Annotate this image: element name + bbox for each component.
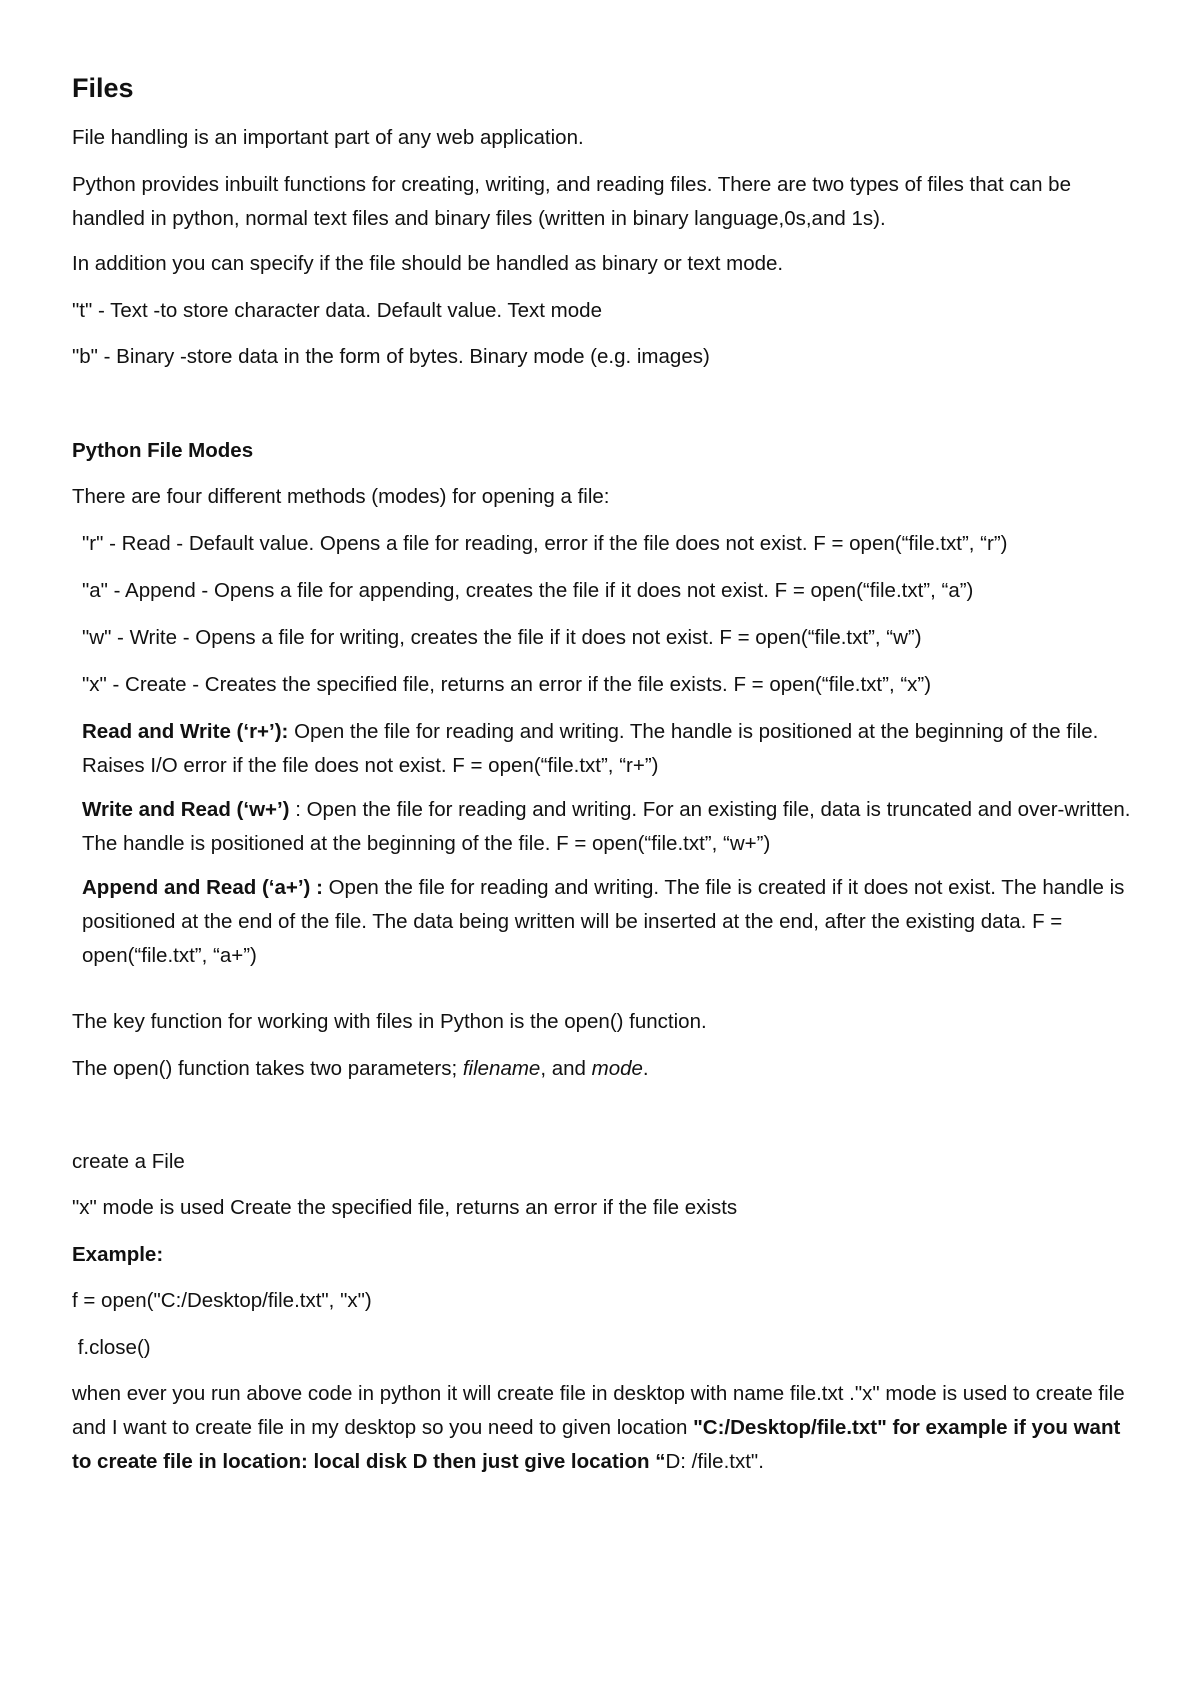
binary-mode-line: "b" - Binary -store data in the form of bytes. Binary mode (e.g. images)	[72, 345, 710, 368]
code-line-open: f = open("C:/Desktop/file.txt", "x")	[72, 1289, 372, 1312]
open-params-mid: , and	[540, 1057, 592, 1080]
mode-write-line: "w" - Write - Opens a file for writing, creates the file if it does not exist. F = open(“file.txt”, “w”)	[82, 626, 922, 649]
create-explanation-paragraph	[72, 1377, 1132, 1479]
mode-write-read-label: Write and Read (‘w+’)	[82, 798, 290, 821]
mode-append-read-paragraph	[82, 871, 1132, 973]
open-function-paragraph-1: The key function for working with files in Python is the open() function.	[72, 1010, 707, 1033]
text-mode-line: "t" - Text -to store character data. Default value. Text mode	[72, 299, 602, 322]
mode-read-write-label: Read and Write (‘r+’):	[82, 720, 289, 743]
mode-read-write-text: Open the file for reading and writing. The handle is positioned at the beginning of the file. Raises I/O error if the file does not exist. F = open(“file.txt”, “r+”)	[82, 720, 1099, 777]
create-explanation-bold: "C:/Desktop/file.txt" for example if you want to create file in location: local disk D then just give location “	[72, 1416, 1121, 1473]
mode-write-read-text: : Open the file for reading and writing. For an existing file, data is truncated and over-written. The handle is positioned at the beginning of the file. F = open(“file.txt”, “w+”)	[82, 798, 1131, 855]
mode-create-line: "x" - Create - Creates the specified file, returns an error if the file exists. F = open(“file.txt”, “x”)	[82, 673, 932, 696]
open-function-paragraph-2	[72, 1052, 1132, 1086]
open-param-mode: mode	[591, 1057, 643, 1080]
example-label: Example:	[72, 1243, 164, 1266]
mode-read-line: "r" - Read - Default value. Opens a file for reading, error if the file does not exist. F = open(“file.txt”, “r”)	[82, 532, 1008, 555]
create-explanation-end: D: /file.txt".	[665, 1450, 764, 1473]
file-modes-heading: Python File Modes	[72, 439, 254, 462]
open-param-filename: filename	[462, 1057, 541, 1080]
mode-append-line: "a" - Append - Opens a file for appending, creates the file if it does not exist. F = open(“file.txt”, “a”)	[82, 579, 974, 602]
create-explanation-text: when ever you run above code in python it will create file in desktop with name file.txt ."x" mode is used to create file and I want to create file in my desktop so you need to given location	[72, 1382, 1125, 1439]
file-modes-intro: There are four different methods (modes) for opening a file:	[72, 485, 610, 508]
open-params-post: .	[642, 1057, 649, 1080]
intro-paragraph-1: File handling is an important part of any web application.	[72, 126, 584, 149]
intro-paragraph-3: In addition you can specify if the file should be handled as binary or text mode.	[72, 252, 784, 275]
mode-append-read-label: Append and Read (‘a+’) :	[82, 876, 323, 899]
mode-write-read-paragraph	[82, 793, 1132, 861]
mode-append-read-text: Open the file for reading and writing. The file is created if it does not exist. The handle is positioned at the end of the file. The data being written will be inserted at the end, after the existing data. F = open(“file.txt”, “a+”)	[82, 876, 1125, 967]
code-line-close: f.close()	[72, 1336, 151, 1359]
create-file-heading: create a File	[72, 1150, 185, 1173]
page-title: Files	[72, 73, 134, 103]
open-params-pre: The open() function takes two parameters;	[72, 1057, 463, 1080]
mode-read-write-paragraph	[82, 715, 1132, 783]
create-file-description: "x" mode is used Create the specified file, returns an error if the file exists	[72, 1196, 738, 1219]
intro-paragraph-2: Python provides inbuilt functions for creating, writing, and reading files. There are two types of files that can be handled in python, normal text files and binary files (written in binary language,0s,and 1s).	[72, 173, 1071, 230]
